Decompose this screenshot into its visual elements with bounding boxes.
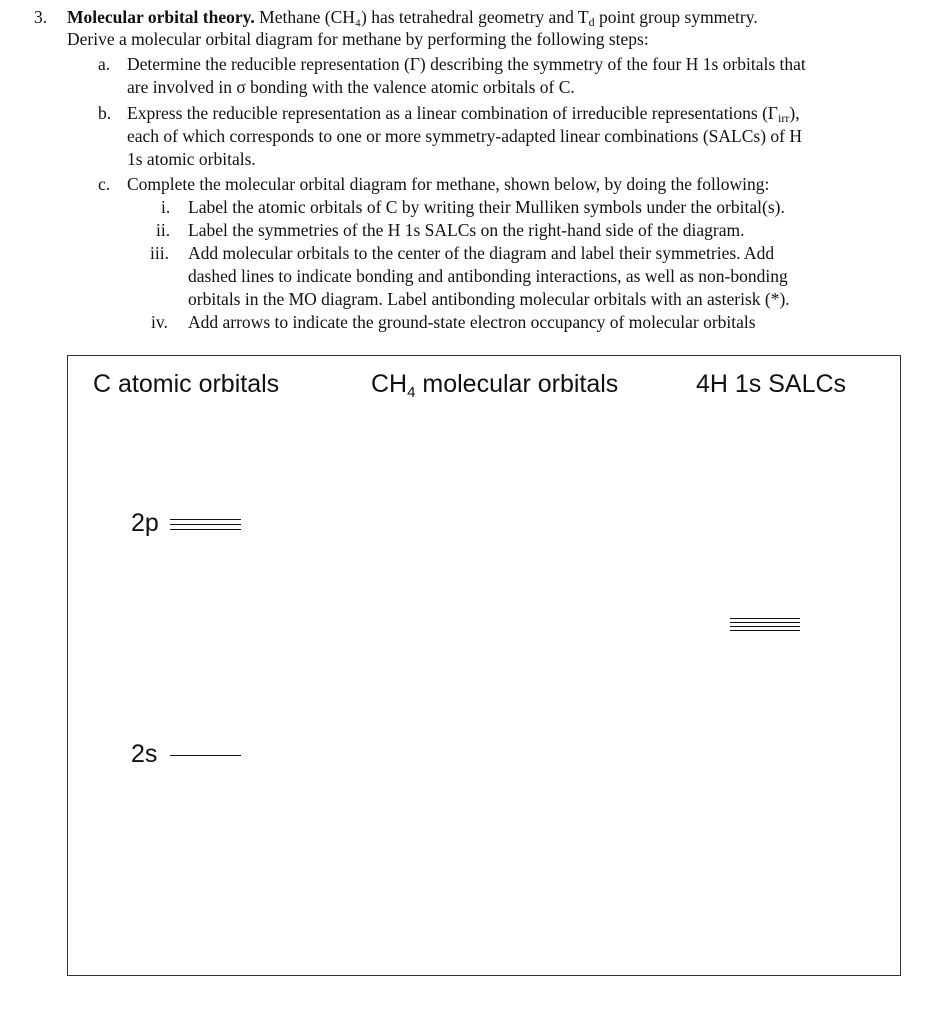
intro-text-end: point group symmetry. xyxy=(594,7,758,27)
part-a-line1: Determine the reducible representation (Γ) describing the symmetry of the four H 1s orbitals that xyxy=(127,54,806,74)
subpart-i-line1: Label the atomic orbitals of C by writing their Mulliken symbols under the orbital(s). xyxy=(188,197,785,217)
part-b-line1-text: Express the reducible representation as a linear combination of irreducible representations (Γ xyxy=(127,103,779,123)
question-title: Molecular orbital theory. xyxy=(67,7,255,27)
h-salc-level xyxy=(730,630,800,631)
subpart-iv-line1: Add arrows to indicate the ground-state electron occupancy of molecular orbitals xyxy=(188,312,756,332)
c-2s-level xyxy=(170,755,241,756)
subpart-iii-marker: iii. xyxy=(150,243,169,263)
subpart-i-marker: i. xyxy=(161,197,171,217)
subpart-iii-line2: dashed lines to indicate bonding and antibonding interactions, as well as non-bonding xyxy=(188,266,788,286)
subpart-ii-marker: ii. xyxy=(156,220,171,240)
subpart-iv-marker: iv. xyxy=(151,312,168,332)
c-2p-level xyxy=(170,524,241,525)
ch4-formula: CH xyxy=(371,370,408,398)
subpart-iii-line1: Add molecular orbitals to the center of the diagram and label their symmetries. Add xyxy=(188,243,775,263)
part-c-line1: Complete the molecular orbital diagram for methane, shown below, by doing the following: xyxy=(127,174,770,194)
question-intro-line2: Derive a molecular orbital diagram for methane by performing the following steps: xyxy=(67,29,649,49)
h-salcs-header: 4H 1s SALCs xyxy=(696,370,847,398)
ch4-subscript: 4 xyxy=(407,384,416,401)
part-b-marker: b. xyxy=(98,103,112,123)
intro-text: Methane (CH₄) has tetrahedral geometry and T xyxy=(259,7,589,27)
label-2s: 2s xyxy=(131,740,158,768)
h-salc-level xyxy=(730,622,800,623)
part-b-line1-end: ), xyxy=(789,103,800,123)
c-atomic-orbitals-header: C atomic orbitals xyxy=(93,370,280,398)
part-b-line3: 1s atomic orbitals. xyxy=(127,149,256,169)
mo-diagram-box xyxy=(67,355,901,976)
part-a-marker: a. xyxy=(98,54,111,74)
ch4-mo-header xyxy=(371,370,618,401)
subpart-iii-line3: orbitals in the MO diagram. Label antibonding molecular orbitals with an asterisk (*). xyxy=(188,289,790,309)
label-2p: 2p xyxy=(131,509,159,537)
part-c-marker: c. xyxy=(98,174,111,194)
subpart-ii-line1: Label the symmetries of the H 1s SALCs on the right-hand side of the diagram. xyxy=(188,220,745,240)
part-b-line2: each of which corresponds to one or more symmetry-adapted linear combinations (SALCs) of H xyxy=(127,126,803,146)
c-2p-level xyxy=(170,529,241,530)
h-salc-level xyxy=(730,618,800,619)
h-salc-level xyxy=(730,626,800,627)
ch4-mo-header-text: molecular orbitals xyxy=(415,370,619,398)
point-group-subscript: d xyxy=(588,15,595,29)
c-2p-level xyxy=(170,519,241,520)
question-text xyxy=(0,0,931,340)
question-number: 3. xyxy=(34,7,48,27)
part-a-line2: are involved in σ bonding with the valence atomic orbitals of C. xyxy=(127,77,575,97)
irr-subscript: irr xyxy=(778,111,790,125)
